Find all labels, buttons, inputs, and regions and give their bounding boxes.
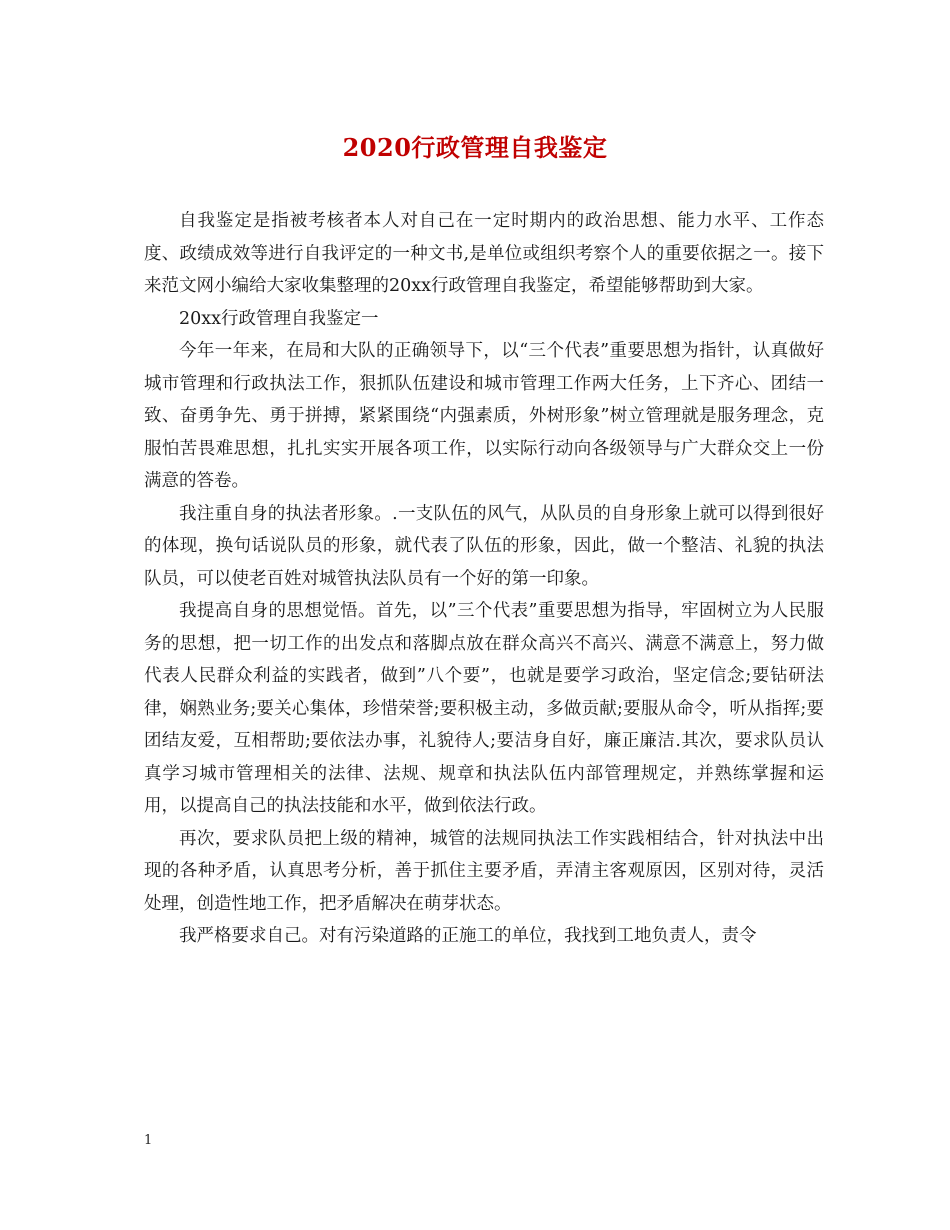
paragraph: 今年一年来，在局和大队的正确领导下，以“三个代表”重要思想为指针，认真做好城市管理和行政执法工作，狠抓队伍建设和城市管理工作两大任务，上下齐心、团结一致、奋勇争先、勇于拼搏，紧紧围绕“内强素质，外树形象”树立管理就是服务理念，克服怕苦畏难思想，扎扎实实开展各项工作，以实际行动向各级领导与广大群众交上一份满意的答卷。	[144, 341, 824, 491]
paragraph: 我注重自身的执法者形象。.一支队伍的风气，从队员的自身形象上就可以得到很好的体现，换句话说队员的形象，就代表了队伍的形象，因此，做一个整洁、礼貌的执法队员，可以使老百姓对城管执法队员有一个好的第一印象。	[144, 503, 824, 589]
paragraph-intro: 自我鉴定是指被考核者本人对自己在一定时期内的政治思想、能力水平、工作态度、政绩成效等进行自我评定的一种文书,是单位或组织考察个人的重要依据之一。接下来范文网小编给大家收集整理的20xx行政管理自我鉴定，希望能够帮助到大家。	[144, 211, 824, 296]
paragraph: 我提高自身的思想觉悟。首先，以”三个代表”重要思想为指导，牢固树立为人民服务的思想，把一切工作的出发点和落脚点放在群众高兴不高兴、满意不满意上，努力做代表人民群众利益的实践者，做到”八个要”，也就是要学习政治，坚定信念;要钻研法律，娴熟业务;要关心集体，珍惜荣誉;要积极主动，多做贡献;要服从命令，听从指挥;要团结友爱，互相帮助;要依法办事，礼貌待人;要洁身自好，廉正廉洁.其次，要求队员认真学习城市管理相关的法律、法规、规章和执法队伍内部管理规定，并熟练掌握和运用，以提高自己的执法技能和水平，做到依法行政。	[144, 601, 824, 816]
document-title: 2020行政管理自我鉴定	[342, 133, 608, 162]
section-heading: 20xx行政管理自我鉴定一	[179, 308, 379, 329]
page-number: 1	[144, 1133, 153, 1148]
paragraph: 再次，要求队员把上级的精神，城管的法规同执法工作实践相结合，针对执法中出现的各种矛盾，认真思考分析，善于抓住主要矛盾，弄清主客观原因，区别对待，灵活处理，创造性地工作，把矛盾解决在萌芽状态。	[144, 828, 824, 914]
document-body	[144, 205, 824, 953]
paragraph: 我严格要求自己。对有污染道路的正施工的单位，我找到工地负责人，责令	[179, 926, 757, 946]
